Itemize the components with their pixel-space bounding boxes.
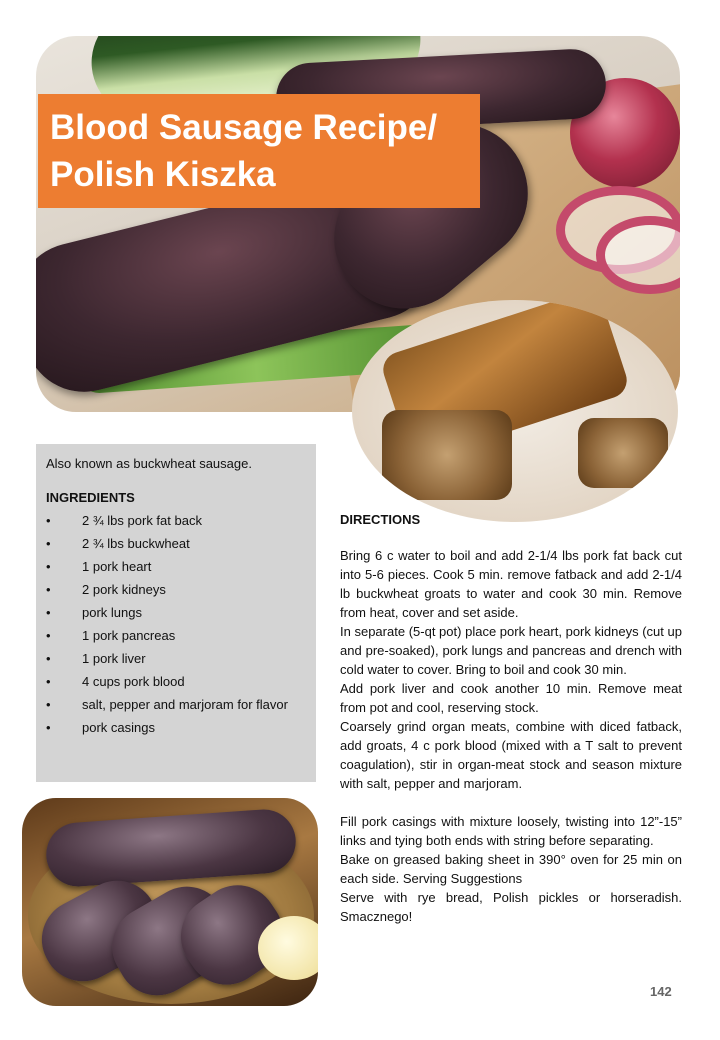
title-line-1: Blood Sausage Recipe/ xyxy=(50,108,438,147)
ingredient-text: salt, pepper and marjoram for flavor xyxy=(82,697,288,712)
intro-text: Also known as buckwheat sausage. xyxy=(46,456,252,471)
page-title xyxy=(38,94,480,208)
ingredients-box xyxy=(36,444,316,782)
direction-step: Bring 6 c water to boil and add 2-1/4 lbs pork fat back cut into 5-6 pieces. Cook 5 min. remove fatback and add 2-1/4 lb buckwheat groats to water and cook 30 min. Remove from heat, cover and set aside. xyxy=(340,548,682,620)
ingredient-text: 1 pork pancreas xyxy=(82,628,176,643)
bullet-icon: • xyxy=(46,513,51,528)
direction-step: Serve with rye bread, Polish pickles or horseradish. Smacznego! xyxy=(340,890,682,924)
ingredient-text: pork lungs xyxy=(82,605,142,620)
ingredient-text: 1 pork heart xyxy=(82,559,152,574)
ingredient-text: 2 pork kidneys xyxy=(82,582,166,597)
list-item xyxy=(46,511,306,530)
ingredient-text: 2 ¾ lbs pork fat back xyxy=(82,513,202,528)
bullet-icon: • xyxy=(46,582,51,597)
bullet-icon: • xyxy=(46,674,51,689)
directions-section xyxy=(340,510,682,926)
ingredients-heading: INGREDIENTS xyxy=(46,490,135,505)
bullet-icon: • xyxy=(46,559,51,574)
list-item xyxy=(46,626,306,645)
bullet-icon: • xyxy=(46,605,51,620)
title-line-2: Polish Kiszka xyxy=(50,155,276,194)
list-item xyxy=(46,534,306,553)
kiszka-slice-photo xyxy=(352,300,678,522)
ingredient-text: 2 ¾ lbs buckwheat xyxy=(82,536,190,551)
ingredient-text: 1 pork liver xyxy=(82,651,146,666)
ingredients-list xyxy=(46,511,306,737)
kiszka-slice xyxy=(578,418,668,488)
bullet-icon: • xyxy=(46,720,51,735)
paragraph-gap xyxy=(340,793,682,812)
kiszka-slice xyxy=(382,410,512,500)
bullet-icon: • xyxy=(46,628,51,643)
sausage-plate-photo xyxy=(22,798,318,1006)
list-item xyxy=(46,580,306,599)
list-item xyxy=(46,603,306,622)
bullet-icon: • xyxy=(46,536,51,551)
direction-step: Coarsely grind organ meats, combine with diced fatback, add groats, 4 c pork blood (mixed with a T salt to prevent coagulation), stir in organ-meat stock and season mixture with salt, pepper and marjoram. xyxy=(340,719,682,791)
direction-step: Add pork liver and cook another 10 min. Remove meat from pot and cool, reserving stock. xyxy=(340,681,682,715)
bullet-icon: • xyxy=(46,697,51,712)
list-item xyxy=(46,672,306,691)
list-item xyxy=(46,695,306,714)
direction-step: Bake on greased baking sheet in 390° oven for 25 min on each side. Serving Suggestions xyxy=(340,852,682,886)
direction-step: In separate (5-qt pot) place pork heart, pork kidneys (cut up and pre-soaked), pork lungs and pancreas and drench with cold water to cover. Bring to boil and cook 30 min. xyxy=(340,624,682,677)
ingredient-text: 4 cups pork blood xyxy=(82,674,185,689)
list-item xyxy=(46,718,306,737)
bullet-icon: • xyxy=(46,651,51,666)
directions-heading: DIRECTIONS xyxy=(340,512,421,527)
list-item xyxy=(46,649,306,668)
direction-step: Fill pork casings with mixture loosely, twisting into 12”-15” links and tying both ends with string before separating. xyxy=(340,814,682,848)
page-number: 142 xyxy=(650,984,672,999)
ingredient-text: pork casings xyxy=(82,720,155,735)
list-item xyxy=(46,557,306,576)
